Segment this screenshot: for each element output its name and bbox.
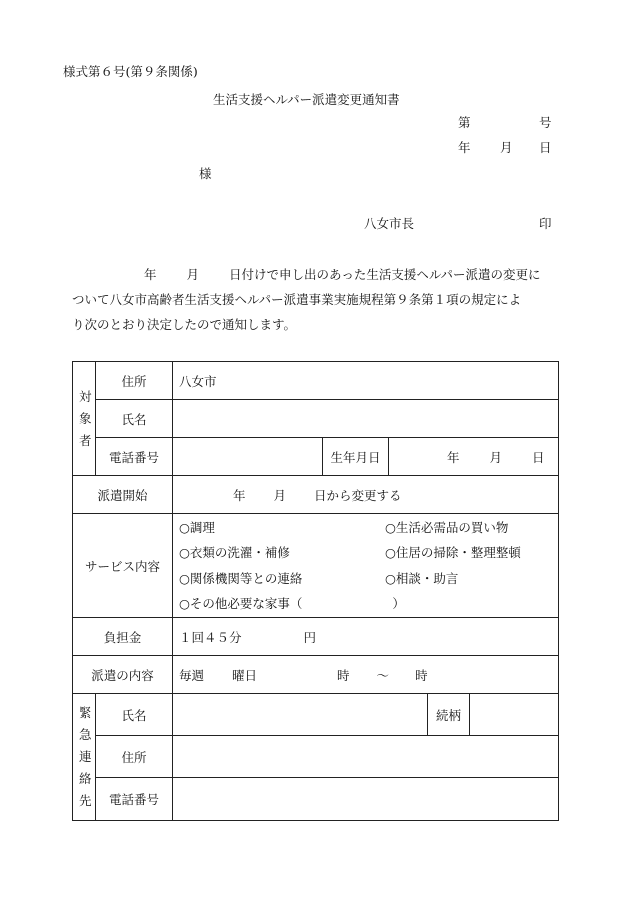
subject-group-label: 対 象 者 bbox=[73, 362, 96, 476]
seal-mark: 印 bbox=[539, 216, 552, 231]
emergency-name-field[interactable] bbox=[173, 694, 428, 736]
content-weekday: 曜日 bbox=[232, 667, 258, 683]
content-weekly: 毎週 bbox=[179, 667, 205, 683]
birth-month-label: 月 bbox=[489, 449, 503, 465]
birth-year-label: 年 bbox=[447, 449, 460, 465]
cost-field[interactable] bbox=[173, 618, 559, 656]
dispatch-year-label: 年 bbox=[233, 487, 246, 503]
body-paragraph bbox=[72, 262, 562, 337]
content-tilde: ～ bbox=[376, 667, 390, 683]
emergency-name-label: 氏名 bbox=[96, 694, 173, 736]
date-month-label: 月 bbox=[500, 140, 513, 155]
cost-label: 負担金 bbox=[73, 618, 173, 656]
addressee-suffix: 様 bbox=[199, 166, 212, 181]
issuer-name: 八女市長 bbox=[364, 216, 415, 231]
body-line-3: り次のとおり決定したので通知します。 bbox=[72, 317, 297, 332]
phone-label: 電話番号 bbox=[96, 438, 173, 476]
name-label: 氏名 bbox=[96, 400, 173, 438]
form-number: 様式第６号(第９条関係) bbox=[63, 64, 198, 79]
emergency-relation-label: 続柄 bbox=[428, 694, 470, 736]
content-label: 派遣の内容 bbox=[73, 656, 173, 694]
body-line-1-text: 日付けで申し出のあった生活支援ヘルパー派遣の変更に bbox=[229, 267, 541, 282]
service-option-consultation[interactable]: ○相談・助言 bbox=[385, 570, 459, 586]
emergency-address-label: 住所 bbox=[96, 736, 173, 778]
service-option-cleaning[interactable]: ○住居の掃除・整理整頓 bbox=[385, 545, 521, 560]
birthdate-field[interactable] bbox=[389, 438, 559, 476]
notification-form-table bbox=[72, 361, 559, 821]
phone-field[interactable] bbox=[173, 438, 323, 476]
document-title: 生活支援ヘルパー派遣変更通知書 bbox=[213, 92, 400, 107]
birth-day-label: 日 bbox=[532, 449, 545, 465]
doc-no-label: 第 bbox=[458, 115, 471, 130]
address-label: 住所 bbox=[96, 362, 173, 400]
service-options bbox=[173, 514, 559, 618]
date-day-label: 日 bbox=[539, 140, 552, 155]
service-label: サービス内容 bbox=[73, 514, 173, 618]
content-hour-end: 時 bbox=[415, 667, 428, 683]
birthdate-label: 生年月日 bbox=[323, 438, 389, 476]
dispatch-month-label: 月 bbox=[273, 487, 287, 503]
body-year: 年 bbox=[144, 267, 157, 282]
emergency-group-label: 緊 急 連 絡 先 bbox=[73, 694, 96, 821]
address-field[interactable]: 八女市 bbox=[173, 362, 559, 400]
body-line-2: ついて八女市高齢者生活支援ヘルパー派遣事業実施規程第９条第１項の規定によ bbox=[72, 292, 522, 307]
service-option-laundry[interactable]: ○衣類の洗濯・補修 bbox=[179, 545, 290, 560]
dispatch-start-label: 派遣開始 bbox=[73, 476, 173, 514]
service-option-other[interactable]: ○その他必要な家事（ bbox=[179, 596, 303, 611]
cost-unit: １回４５分 bbox=[179, 629, 242, 645]
emergency-phone-field[interactable] bbox=[173, 778, 559, 821]
emergency-relation-field[interactable] bbox=[470, 694, 559, 736]
emergency-phone-label: 電話番号 bbox=[96, 778, 173, 821]
service-option-liaison[interactable]: ○関係機関等との連絡 bbox=[179, 570, 303, 586]
cost-yen: 円 bbox=[303, 629, 317, 645]
service-option-cooking[interactable]: ○調理 bbox=[179, 519, 215, 535]
body-month: 月 bbox=[186, 267, 200, 282]
dispatch-day-text: 日から変更する bbox=[314, 487, 402, 503]
content-hour-start: 時 bbox=[337, 667, 350, 683]
name-field[interactable] bbox=[173, 400, 559, 438]
service-option-other-close: ） bbox=[392, 596, 405, 611]
emergency-address-field[interactable] bbox=[173, 736, 559, 778]
date-year-label: 年 bbox=[458, 140, 471, 155]
dispatch-start-field[interactable] bbox=[173, 476, 559, 514]
content-field[interactable] bbox=[173, 656, 559, 694]
body-line-1 bbox=[72, 262, 562, 287]
service-option-shopping[interactable]: ○生活必需品の買い物 bbox=[385, 519, 509, 535]
doc-no-suffix: 号 bbox=[539, 115, 552, 130]
